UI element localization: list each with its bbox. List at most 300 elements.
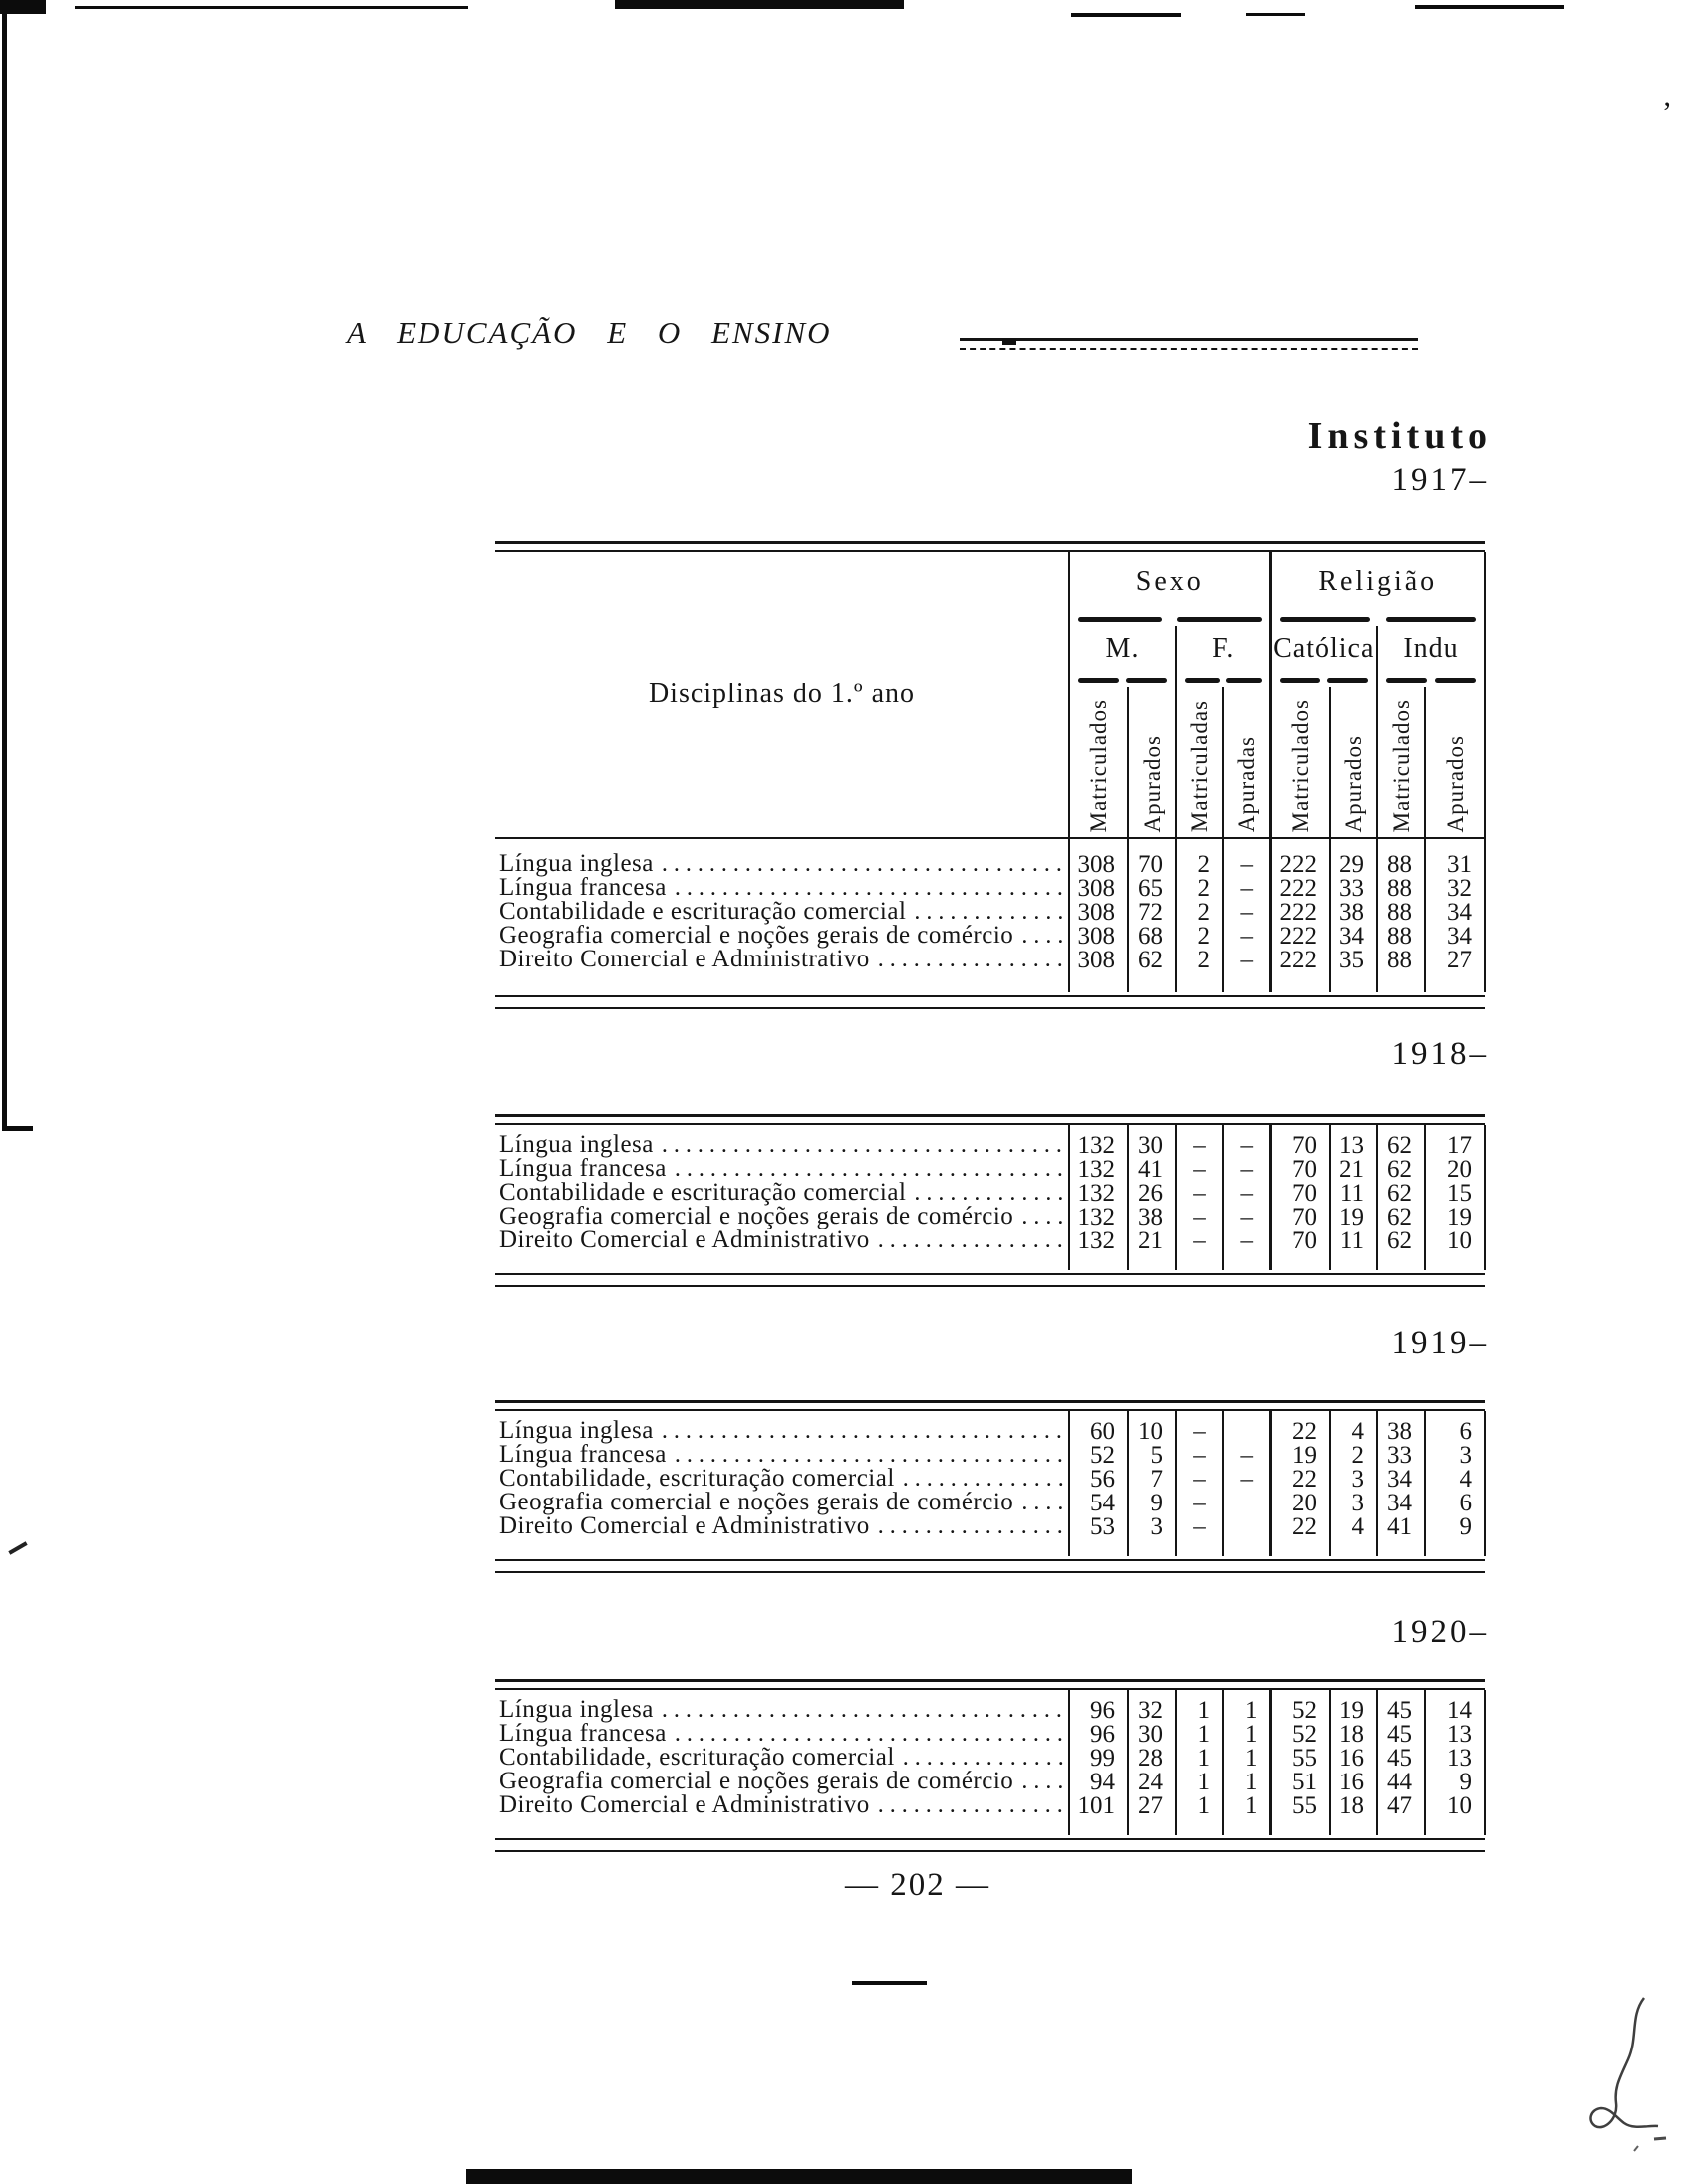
- brace-decoration: [1185, 676, 1262, 684]
- value-cell: 27: [1128, 1793, 1176, 1835]
- value-cell: 19: [1425, 1205, 1485, 1228]
- group-header-religiao: Religião: [1270, 552, 1485, 612]
- discipline-cell: [495, 1228, 1069, 1270]
- value-cell: 99: [1069, 1746, 1128, 1770]
- value-cell: 101: [1069, 1793, 1128, 1835]
- year-heading-1920: 1920–: [1391, 1614, 1489, 1650]
- value-cell: 34: [1377, 1491, 1425, 1514]
- value-cell: 22: [1270, 1411, 1330, 1443]
- table-row: [495, 1514, 1485, 1556]
- value-cell: 2: [1176, 838, 1223, 876]
- scan-mark: [852, 1981, 927, 1985]
- value-cell: 70: [1270, 1205, 1330, 1228]
- value-cell: 52: [1069, 1443, 1128, 1467]
- dotted-leader: [878, 1514, 1064, 1538]
- value-cell: 47: [1377, 1793, 1425, 1835]
- dotted-leader: [662, 1698, 1064, 1722]
- value-cell: 62: [1377, 1181, 1425, 1205]
- value-cell: 38: [1330, 900, 1377, 924]
- dotted-leader: [878, 1793, 1064, 1817]
- rotated-label: Matriculados: [1287, 698, 1313, 832]
- value-cell: 30: [1128, 1722, 1176, 1746]
- dotted-leader: [1021, 1491, 1064, 1514]
- discipline-label: Geografia comercial e noções gerais de comércio: [499, 922, 1014, 949]
- subcol-header-matriculados-m: [1069, 687, 1128, 838]
- discipline-label: Língua inglesa: [499, 1131, 654, 1158]
- statistics-table-1920: [495, 1690, 1486, 1835]
- disciplines-heading: Disciplinas do 1.º ano: [648, 679, 916, 709]
- value-cell: 44: [1377, 1770, 1425, 1793]
- value-cell: 1: [1223, 1746, 1270, 1770]
- value-cell: 7: [1128, 1467, 1176, 1491]
- discipline-label: Contabilidade, escrituração comercial: [499, 1465, 895, 1492]
- rotated-label: Matriculadas: [1187, 699, 1212, 832]
- table-row: [495, 948, 1485, 992]
- dotted-leader: [878, 1228, 1064, 1252]
- col-header-catolica: Católica: [1270, 626, 1377, 672]
- value-cell: 10: [1425, 1228, 1485, 1270]
- table-row: [495, 1746, 1485, 1770]
- table-row: [495, 1467, 1485, 1491]
- table-bottom-rule: [495, 995, 1485, 1009]
- value-cell: 70: [1270, 1181, 1330, 1205]
- table-bottom-rule: [495, 1838, 1485, 1852]
- value-cell: 132: [1069, 1181, 1128, 1205]
- brace-cell: [1270, 672, 1377, 687]
- discipline-cell: [495, 1491, 1069, 1514]
- discipline-cell: [495, 1770, 1069, 1793]
- value-cell: 308: [1069, 924, 1128, 948]
- value-cell: 70: [1128, 838, 1176, 876]
- value-cell: 22: [1270, 1514, 1330, 1556]
- value-cell: 32: [1425, 876, 1485, 900]
- dotted-leader: [675, 1443, 1064, 1467]
- value-cell: –: [1176, 1467, 1223, 1491]
- subcol-header-matriculados-catolica: [1270, 687, 1330, 838]
- scan-edge-line: [75, 6, 468, 9]
- rotated-label: Apurados: [1442, 734, 1468, 832]
- value-cell: –: [1176, 1205, 1223, 1228]
- value-cell: 3: [1425, 1443, 1485, 1467]
- value-cell: 9: [1128, 1491, 1176, 1514]
- value-cell: –: [1176, 1411, 1223, 1443]
- subcol-header-apurados-catolica: [1330, 687, 1377, 838]
- table-section-1919: [495, 1400, 1485, 1573]
- discipline-cell: [495, 1690, 1069, 1722]
- value-cell: 88: [1377, 838, 1425, 876]
- value-cell: 3: [1128, 1514, 1176, 1556]
- scan-edge-line: [1246, 13, 1305, 16]
- handwritten-squiggle: [1574, 1988, 1669, 2157]
- discipline-cell: [495, 1443, 1069, 1467]
- value-cell: 35: [1330, 948, 1377, 992]
- value-cell: 2: [1176, 924, 1223, 948]
- value-cell: 68: [1128, 924, 1176, 948]
- brace-decoration: [1280, 615, 1477, 624]
- value-cell: 3: [1330, 1491, 1377, 1514]
- group-header-sexo: Sexo: [1069, 552, 1270, 612]
- discipline-label: Língua francesa: [499, 1720, 667, 1747]
- rotated-label: Apuradas: [1234, 735, 1260, 832]
- value-cell: 54: [1069, 1491, 1128, 1514]
- value-cell: 21: [1330, 1157, 1377, 1181]
- table-row: [495, 1181, 1485, 1205]
- value-cell: 6: [1425, 1491, 1485, 1514]
- table-section-1917: [495, 541, 1485, 1009]
- value-cell: 26: [1128, 1181, 1176, 1205]
- value-cell: –: [1223, 948, 1270, 992]
- value-cell: 132: [1069, 1157, 1128, 1181]
- value-cell: 72: [1128, 900, 1176, 924]
- discipline-label: Direito Comercial e Administrativo: [499, 946, 870, 972]
- value-cell: 60: [1069, 1411, 1128, 1443]
- statistics-table-1917: [495, 552, 1486, 992]
- value-cell: 45: [1377, 1690, 1425, 1722]
- scan-corner-mark: [0, 0, 46, 14]
- value-cell: –: [1176, 1514, 1223, 1556]
- dotted-leader: [903, 1467, 1064, 1491]
- value-cell: 2: [1176, 900, 1223, 924]
- value-cell: 15: [1425, 1181, 1485, 1205]
- col-header-f: F.: [1176, 626, 1270, 672]
- value-cell: 19: [1270, 1443, 1330, 1467]
- value-cell: 41: [1377, 1514, 1425, 1556]
- table-row: [495, 876, 1485, 900]
- subcol-header-apurados-indu: [1425, 687, 1485, 838]
- value-cell: 65: [1128, 876, 1176, 900]
- value-cell: 308: [1069, 900, 1128, 924]
- table-row: [495, 900, 1485, 924]
- page-number: — 202 —: [845, 1867, 990, 1903]
- value-cell: –: [1176, 1157, 1223, 1181]
- scan-edge-line: [2, 0, 7, 1131]
- table-row: [495, 1205, 1485, 1228]
- value-cell: 96: [1069, 1722, 1128, 1746]
- year-heading-1917: 1917–: [1391, 462, 1489, 498]
- discipline-label: Língua francesa: [499, 1155, 667, 1182]
- discipline-label: Contabilidade, escrituração comercial: [499, 1744, 895, 1771]
- value-cell: 16: [1330, 1770, 1377, 1793]
- value-cell: 13: [1425, 1746, 1485, 1770]
- dotted-leader: [1021, 1770, 1064, 1793]
- table-row: [495, 1228, 1485, 1270]
- value-cell: 13: [1330, 1125, 1377, 1157]
- dotted-leader: [675, 876, 1064, 900]
- scan-speck: [8, 1541, 27, 1554]
- header-rule-mark: [1002, 339, 1016, 345]
- value-cell: 5: [1128, 1443, 1176, 1467]
- value-cell: 29: [1330, 838, 1377, 876]
- value-cell: –: [1176, 1181, 1223, 1205]
- discipline-cell: [495, 924, 1069, 948]
- value-cell: 4: [1425, 1467, 1485, 1491]
- value-cell: 17: [1425, 1125, 1485, 1157]
- value-cell: 2: [1176, 876, 1223, 900]
- value-cell: 21: [1128, 1228, 1176, 1270]
- value-cell: 1: [1176, 1793, 1223, 1835]
- value-cell: –: [1223, 876, 1270, 900]
- value-cell: 45: [1377, 1746, 1425, 1770]
- value-cell: –: [1176, 1228, 1223, 1270]
- value-cell: 1: [1223, 1722, 1270, 1746]
- value-cell: 70: [1270, 1228, 1330, 1270]
- value-cell: 88: [1377, 900, 1425, 924]
- value-cell: –: [1176, 1491, 1223, 1514]
- value-cell: –: [1223, 1125, 1270, 1157]
- value-cell: 222: [1270, 924, 1330, 948]
- brace-cell: [1069, 612, 1270, 626]
- value-cell: 94: [1069, 1770, 1128, 1793]
- value-cell: 10: [1128, 1411, 1176, 1443]
- dotted-leader: [675, 1157, 1064, 1181]
- disciplines-heading-cell: [495, 552, 1069, 838]
- journal-title: A EDUCAÇÃO E O ENSINO: [347, 315, 832, 350]
- brace-decoration: [1078, 615, 1262, 624]
- table-section-1918: [495, 1114, 1485, 1287]
- value-cell: [1223, 1491, 1270, 1514]
- value-cell: 1: [1176, 1746, 1223, 1770]
- discipline-cell: [495, 876, 1069, 900]
- value-cell: 33: [1377, 1443, 1425, 1467]
- value-cell: 222: [1270, 948, 1330, 992]
- statistics-table-1918: [495, 1125, 1486, 1270]
- value-cell: 1: [1176, 1770, 1223, 1793]
- value-cell: 45: [1377, 1722, 1425, 1746]
- value-cell: 51: [1270, 1770, 1330, 1793]
- value-cell: 14: [1425, 1690, 1485, 1722]
- table-row: [495, 1411, 1485, 1443]
- value-cell: 16: [1330, 1746, 1377, 1770]
- rotated-label: Matriculados: [1388, 698, 1414, 832]
- discipline-label: Direito Comercial e Administrativo: [499, 1791, 870, 1818]
- value-cell: 308: [1069, 948, 1128, 992]
- value-cell: 33: [1330, 876, 1377, 900]
- value-cell: 38: [1128, 1205, 1176, 1228]
- brace-decoration: [1386, 676, 1476, 684]
- value-cell: 20: [1425, 1157, 1485, 1181]
- value-cell: [1223, 1411, 1270, 1443]
- value-cell: –: [1223, 1467, 1270, 1491]
- discipline-cell: [495, 1722, 1069, 1746]
- discipline-label: Língua francesa: [499, 874, 667, 901]
- value-cell: 56: [1069, 1467, 1128, 1491]
- value-cell: 88: [1377, 924, 1425, 948]
- value-cell: 52: [1270, 1690, 1330, 1722]
- value-cell: 2: [1330, 1443, 1377, 1467]
- value-cell: 11: [1330, 1228, 1377, 1270]
- value-cell: 1: [1223, 1793, 1270, 1835]
- value-cell: 20: [1270, 1491, 1330, 1514]
- col-header-indu: Indu: [1377, 626, 1485, 672]
- brace-decoration: [1280, 676, 1369, 684]
- table-bottom-rule: [495, 1273, 1485, 1287]
- scan-edge-line: [1071, 13, 1181, 17]
- statistics-table-1919: [495, 1411, 1486, 1556]
- dotted-leader: [914, 1181, 1064, 1205]
- discipline-label: Língua inglesa: [499, 1696, 654, 1723]
- value-cell: 222: [1270, 900, 1330, 924]
- table-top-rule: [495, 541, 1485, 552]
- value-cell: 18: [1330, 1722, 1377, 1746]
- value-cell: 1: [1223, 1690, 1270, 1722]
- value-cell: –: [1223, 1181, 1270, 1205]
- value-cell: –: [1176, 1443, 1223, 1467]
- value-cell: 4: [1330, 1411, 1377, 1443]
- value-cell: –: [1223, 1443, 1270, 1467]
- dotted-leader: [903, 1746, 1064, 1770]
- value-cell: 70: [1270, 1125, 1330, 1157]
- rotated-label: Matriculados: [1086, 698, 1111, 832]
- value-cell: 62: [1377, 1228, 1425, 1270]
- value-cell: –: [1223, 1205, 1270, 1228]
- rotated-label: Apurados: [1341, 734, 1366, 832]
- scan-edge-line: [615, 0, 904, 9]
- value-cell: 32: [1128, 1690, 1176, 1722]
- year-heading-1919: 1919–: [1391, 1325, 1489, 1361]
- discipline-cell: [495, 1411, 1069, 1443]
- brace-cell: [1270, 612, 1485, 626]
- dotted-leader: [1021, 1205, 1064, 1228]
- value-cell: 11: [1330, 1181, 1377, 1205]
- brace-cell: [1377, 672, 1485, 687]
- dotted-leader: [878, 948, 1064, 971]
- value-cell: 52: [1270, 1722, 1330, 1746]
- discipline-label: Geografia comercial e noções gerais de comércio: [499, 1489, 1014, 1515]
- table-section-1920: [495, 1679, 1485, 1852]
- value-cell: 1: [1176, 1690, 1223, 1722]
- value-cell: 27: [1425, 948, 1485, 992]
- value-cell: 222: [1270, 876, 1330, 900]
- subcol-header-matriculadas-f: [1176, 687, 1223, 838]
- discipline-label: Direito Comercial e Administrativo: [499, 1227, 870, 1253]
- value-cell: 88: [1377, 876, 1425, 900]
- dotted-leader: [662, 852, 1064, 876]
- value-cell: 28: [1128, 1746, 1176, 1770]
- table-row: [495, 838, 1485, 876]
- value-cell: 13: [1425, 1722, 1485, 1746]
- value-cell: –: [1223, 924, 1270, 948]
- value-cell: 31: [1425, 838, 1485, 876]
- value-cell: 62: [1377, 1125, 1425, 1157]
- discipline-cell: [495, 1125, 1069, 1157]
- value-cell: 55: [1270, 1746, 1330, 1770]
- value-cell: 34: [1330, 924, 1377, 948]
- discipline-cell: [495, 1181, 1069, 1205]
- discipline-cell: [495, 948, 1069, 992]
- value-cell: 62: [1128, 948, 1176, 992]
- dotted-leader: [662, 1419, 1064, 1443]
- discipline-cell: [495, 1205, 1069, 1228]
- value-cell: 70: [1270, 1157, 1330, 1181]
- brace-cell: [1069, 672, 1176, 687]
- discipline-label: Língua francesa: [499, 1441, 667, 1468]
- value-cell: –: [1223, 1157, 1270, 1181]
- discipline-cell: [495, 1467, 1069, 1491]
- value-cell: 30: [1128, 1125, 1176, 1157]
- value-cell: 1: [1176, 1722, 1223, 1746]
- dotted-leader: [662, 1133, 1064, 1157]
- discipline-cell: [495, 1746, 1069, 1770]
- value-cell: 4: [1330, 1514, 1377, 1556]
- brace-cell: [1176, 672, 1270, 687]
- year-heading-1918: 1918–: [1391, 1036, 1489, 1072]
- table-row: [495, 1491, 1485, 1514]
- rotated-label: Apurados: [1139, 734, 1165, 832]
- discipline-label: Língua inglesa: [499, 850, 654, 877]
- table-row: [495, 1157, 1485, 1181]
- value-cell: 222: [1270, 838, 1330, 876]
- table-bottom-rule: [495, 1559, 1485, 1573]
- table-row: [495, 1443, 1485, 1467]
- value-cell: 1: [1223, 1770, 1270, 1793]
- value-cell: –: [1223, 838, 1270, 876]
- value-cell: 6: [1425, 1411, 1485, 1443]
- value-cell: 132: [1069, 1125, 1128, 1157]
- scan-bottom-bar: [466, 2169, 1132, 2184]
- dotted-leader: [914, 900, 1064, 924]
- value-cell: 19: [1330, 1690, 1377, 1722]
- value-cell: 38: [1377, 1411, 1425, 1443]
- table-top-rule: [495, 1114, 1485, 1125]
- table-row: [495, 1125, 1485, 1157]
- value-cell: 9: [1425, 1514, 1485, 1556]
- value-cell: 62: [1377, 1205, 1425, 1228]
- discipline-label: Direito Comercial e Administrativo: [499, 1512, 870, 1539]
- dotted-leader: [675, 1722, 1064, 1746]
- table-top-rule: [495, 1400, 1485, 1411]
- discipline-label: Língua inglesa: [499, 1417, 654, 1444]
- table-row: [495, 1690, 1485, 1722]
- value-cell: 24: [1128, 1770, 1176, 1793]
- value-cell: [1223, 1514, 1270, 1556]
- table-row: [495, 924, 1485, 948]
- value-cell: 55: [1270, 1793, 1330, 1835]
- discipline-cell: [495, 1793, 1069, 1835]
- value-cell: 132: [1069, 1205, 1128, 1228]
- scan-mark: [7, 1126, 33, 1131]
- discipline-label: Geografia comercial e noções gerais de comércio: [499, 1768, 1014, 1794]
- discipline-cell: [495, 1514, 1069, 1556]
- discipline-cell: [495, 1157, 1069, 1181]
- discipline-cell: [495, 900, 1069, 924]
- value-cell: 96: [1069, 1690, 1128, 1722]
- value-cell: 22: [1270, 1467, 1330, 1491]
- discipline-label: Contabilidade e escrituração comercial: [499, 1179, 907, 1206]
- brace-decoration: [1078, 676, 1167, 684]
- header-rule: [960, 338, 1418, 350]
- dotted-leader: [1021, 924, 1064, 948]
- table-row: [495, 1722, 1485, 1746]
- table-row: [495, 1770, 1485, 1793]
- value-cell: –: [1223, 900, 1270, 924]
- subcol-header-matriculados-indu: [1377, 687, 1425, 838]
- value-cell: 9: [1425, 1770, 1485, 1793]
- value-cell: 62: [1377, 1157, 1425, 1181]
- value-cell: 53: [1069, 1514, 1128, 1556]
- value-cell: 18: [1330, 1793, 1377, 1835]
- value-cell: –: [1176, 1125, 1223, 1157]
- subcol-header-apuradas-f: [1223, 687, 1270, 838]
- value-cell: 41: [1128, 1157, 1176, 1181]
- value-cell: 132: [1069, 1228, 1128, 1270]
- discipline-label: Contabilidade e escrituração comercial: [499, 898, 907, 925]
- table-row: [495, 1793, 1485, 1835]
- value-cell: 34: [1377, 1467, 1425, 1491]
- subcol-header-apurados-m: [1128, 687, 1176, 838]
- value-cell: –: [1223, 1228, 1270, 1270]
- value-cell: 19: [1330, 1205, 1377, 1228]
- value-cell: 2: [1176, 948, 1223, 992]
